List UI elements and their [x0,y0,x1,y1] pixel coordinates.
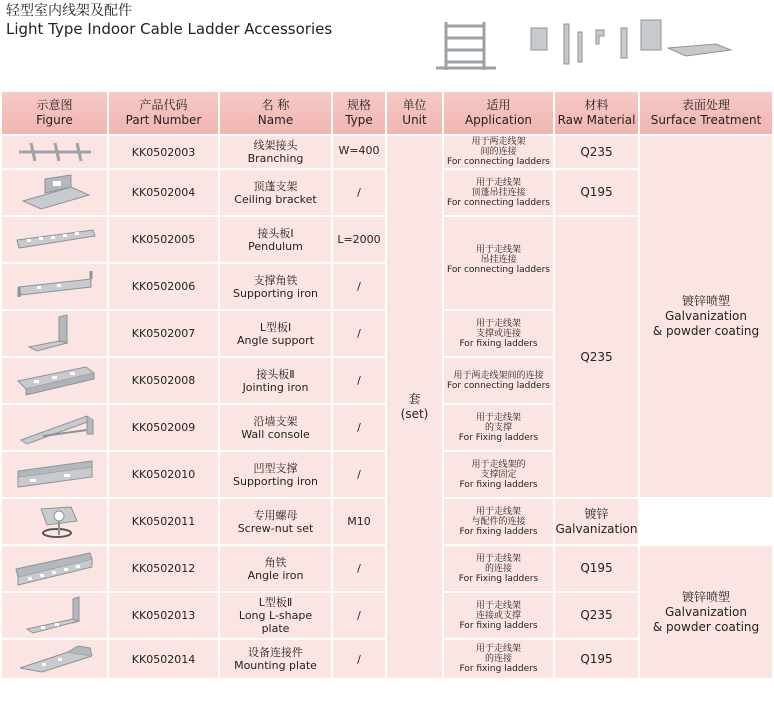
material-cell: Q235 [555,593,638,638]
application-cell: 用于走线架 的支撑 For Fixing ladders [444,405,553,450]
surface-cell: 镀锌 Galvanization [555,499,638,544]
wall-console-icon [13,408,97,448]
part-number: KK0502011 [109,499,218,544]
type-cell: / [333,170,385,215]
type-cell: / [333,311,385,356]
material-cell: Q235 [555,136,638,168]
col-unit: 单位 Unit [387,92,442,134]
name-cell: L型板Ⅰ Angle support [220,311,331,356]
surface-cell: 镀锌喷塑 Galvanization & powder coating [640,136,772,497]
type-cell: / [333,546,385,591]
col-type: 规格 Type [333,92,385,134]
supporting-channel-icon [12,455,98,495]
type-cell: L=2000 [333,217,385,262]
name-cell: 凹型支撑 Supporting iron [220,452,331,497]
figure-cell [2,640,107,678]
figure-cell [2,264,107,309]
jointing-iron-icon [12,361,98,401]
material-cell: Q195 [555,640,638,678]
name-cell: 专用螺母 Screw-nut set [220,499,331,544]
name-cell: 沿墙支架 Wall console [220,405,331,450]
part-number: KK0502004 [109,170,218,215]
name-cell: 支撑角铁 Supporting iron [220,264,331,309]
page-title [6,2,332,38]
figure-cell [2,452,107,497]
material-cell: Q195 [555,546,638,591]
ceiling-bracket-icon [15,173,95,213]
application-cell: 用于走线架 吊挂连接 For connecting ladders [444,217,553,309]
part-number: KK0502006 [109,264,218,309]
title-cn: 轻型室内线架及配件 [6,3,132,19]
type-cell: / [333,405,385,450]
part-number: KK0502014 [109,640,218,678]
type-cell: / [333,358,385,403]
col-name: 名 称 Name [220,92,331,134]
unit-cell: 套 (set) [387,136,442,678]
name-cell: L型板Ⅱ Long L-shape plate [220,593,331,638]
application-cell: 用于走线架 的连接 For fixing ladders [444,640,553,678]
application-cell: 用于走线架 顶蓬吊挂连接 For connecting ladders [444,170,553,215]
col-application: 适用 Application [444,92,553,134]
title-en: Light Type Indoor Cable Ladder Accessories [6,20,333,38]
application-cell: 用于走线架 与配件的连接 For fixing ladders [444,499,553,544]
col-material: 材料 Raw Material [555,92,638,134]
application-cell: 用于走线架 的连接 For Fixing ladders [444,546,553,591]
accessories-table [0,90,774,680]
material-cell: Q235 [555,217,638,497]
part-number: KK0502007 [109,311,218,356]
type-cell: W=400 [333,136,385,168]
col-surface: 表面处理 Surface Treatment [640,92,772,134]
type-cell: / [333,593,385,638]
figure-cell [2,546,107,591]
part-number: KK0502010 [109,452,218,497]
header-row [2,92,772,134]
figure-cell [2,499,107,544]
application-cell: 用于两走线架间的连接 For connecting ladders [444,358,553,403]
name-cell: 设备连接件 Mounting plate [220,640,331,678]
part-number: KK0502013 [109,593,218,638]
type-cell: / [333,452,385,497]
angle-support-icon [15,313,95,355]
screw-nut-icon [15,501,95,543]
figure-cell [2,136,107,168]
col-part: 产品代码 Part Number [109,92,218,134]
application-cell: 用于走线架的 支撑固定 For fixing ladders [444,452,553,497]
part-number: KK0502008 [109,358,218,403]
part-number: KK0502005 [109,217,218,262]
figure-cell [2,170,107,215]
name-cell: 顶蓬支架 Ceiling bracket [220,170,331,215]
ladder-branching-icon [15,139,95,165]
product-thumbnails [436,14,736,74]
supporting-iron-icon [13,267,97,307]
name-cell: 线架接头 Branching [220,136,331,168]
part-number: KK0502003 [109,136,218,168]
pendulum-icon [13,222,97,258]
table-row [2,136,772,168]
figure-cell [2,593,107,638]
application-cell: 用于两走线架 间的连接 For connecting ladders [444,136,553,168]
type-cell: / [333,264,385,309]
figure-cell [2,217,107,262]
application-cell: 用于走线架 支撑或连接 For fixing ladders [444,311,553,356]
part-number: KK0502012 [109,546,218,591]
name-cell: 角铁 Angle iron [220,546,331,591]
part-number: KK0502009 [109,405,218,450]
long-l-plate-icon [15,595,95,637]
name-cell: 接头板Ⅱ Jointing iron [220,358,331,403]
name-cell: 接头板Ⅰ Pendulum [220,217,331,262]
angle-iron-icon [12,549,98,589]
figure-cell [2,311,107,356]
figure-cell [2,405,107,450]
type-cell: M10 [333,499,385,544]
col-figure: 示意图 Figure [2,92,107,134]
application-cell: 用于走线架 连接或支撑 For fixing ladders [444,593,553,638]
figure-cell [2,358,107,403]
material-cell: Q195 [555,170,638,215]
type-cell: / [333,640,385,678]
surface-cell: 镀锌喷塑 Galvanization & powder coating [640,546,772,678]
mounting-plate-icon [12,642,98,676]
